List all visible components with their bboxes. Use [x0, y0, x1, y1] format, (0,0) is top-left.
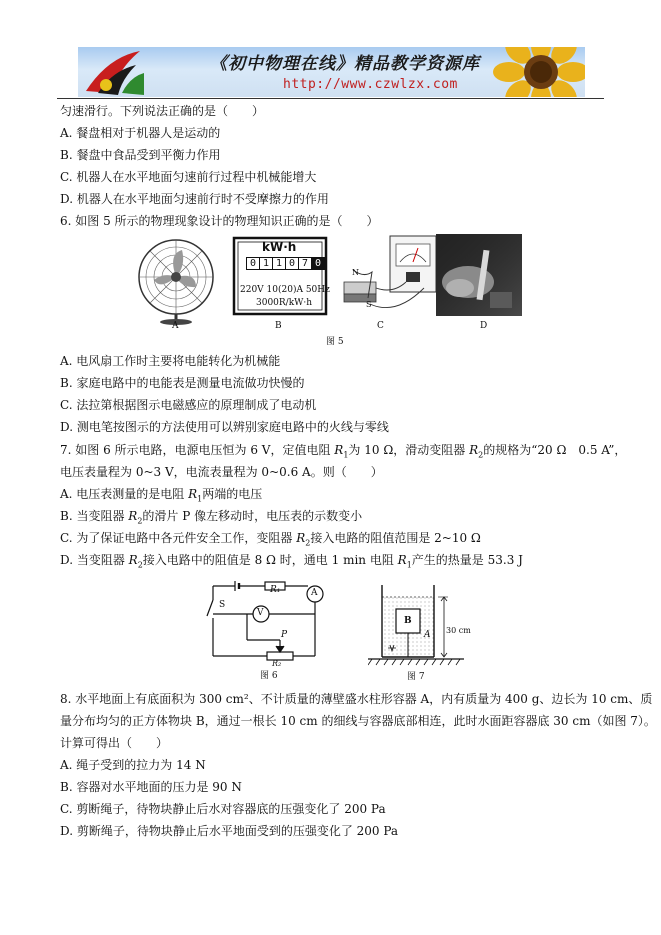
meter-constant: 3000R/kW·h [256, 298, 313, 308]
fig7-container-label: A [424, 630, 431, 640]
logo-icon [78, 47, 148, 97]
q8-stem-line2: 量分布均匀的正方体物块 B，通过一根长 10 cm 的细线与容器底部相连，此时水面距容器底 30 cm（如图 7）。 [60, 714, 656, 728]
meter-digit: 0 [312, 258, 324, 269]
fig6-voltmeter-label: V [257, 608, 264, 618]
fig6-caption: 图 6 [260, 671, 278, 681]
q8-stem-line1: 8. 水平地面上有底面积为 300 cm²、不计质量的薄壁盛水柱形容器 A，内有质量为 400 g、边长为 10 cm、质 [60, 692, 653, 706]
q7-stem-line2: 电压表量程为 0~3 V，电流表量程为 0~0.6 A。则（ ） [60, 465, 383, 479]
fan-image [139, 240, 213, 325]
q8-option-d: D. 剪断绳子，待物块静止后水平地面受到的压强变化了 200 Pa [60, 824, 399, 838]
q6-option-b: B. 家庭电路中的电能表是测量电流做功快慢的 [60, 376, 305, 390]
meter-digit: 0 [247, 258, 260, 269]
q7-option-c: C. 为了保证电路中各元件安全工作，变阻器 $R_2$接入电路的阻值范围是 2~10 Ω [60, 531, 481, 548]
q7-option-d: D. 当变阻器 $R_2$接入电路中的阻值是 8 Ω 时，通电 1 min 电阻 $R_1$产生的热量是 53.3 J [60, 553, 523, 570]
fig6-switch-label: S [219, 600, 226, 610]
meter-digit: 1 [273, 258, 286, 269]
q5-option-b: B. 餐盘中食品受到平衡力作用 [60, 148, 221, 162]
q8-option-a: A. 绳子受到的拉力为 14 N [60, 758, 206, 772]
meter-unit: kW·h [262, 240, 297, 254]
q6-option-d: D. 测电笔按图示的方法使用可以辨别家庭电路中的火线与零线 [60, 420, 389, 434]
q7-option-b: B. 当变阻器 $R_2$的滑片 P 像左移动时，电压表的示数变小 [60, 509, 363, 526]
q5-option-d: D. 机器人在水平地面匀速前行时不受摩擦力的作用 [60, 192, 329, 206]
q7-option-a: A. 电压表测量的是电阻 $R_1$两端的电压 [60, 487, 263, 504]
meter-digits [246, 257, 325, 270]
q5-option-c: C. 机器人在水平地面匀速前行过程中机械能增大 [60, 170, 317, 184]
q5-option-a: A. 餐盘相对于机器人是运动的 [60, 126, 221, 140]
q8-option-b: B. 容器对水平地面的压力是 90 N [60, 780, 242, 794]
header-rule [57, 98, 604, 99]
fig6-slider-label: P [281, 630, 288, 640]
q6-option-c: C. 法拉第根据图示电磁感应的原理制成了电动机 [60, 398, 317, 412]
q6-stem: 6. 如图 5 所示的物理现象设计的物理知识正确的是（ ） [60, 214, 379, 228]
magnet-s-label: S [366, 300, 372, 309]
fig6-ammeter-label: A [311, 588, 318, 598]
magnet-n-label: N [352, 268, 359, 277]
test-pen-image [436, 234, 522, 316]
fig7-block-label: B [404, 616, 412, 626]
q8-stem-line3: 计算可得出（ ） [60, 736, 169, 750]
fig5-label-c: C [377, 321, 384, 331]
fig5-label-d: D [480, 321, 488, 331]
fig5-caption: 图 5 [326, 337, 344, 347]
q6-option-a: A. 电风扇工作时主要将电能转化为机械能 [60, 354, 281, 368]
fig7-caption: 图 7 [407, 672, 425, 682]
fig7-height-label: 30 cm [446, 626, 471, 635]
sunflower-icon [481, 47, 585, 97]
fig5-label-b: B [275, 321, 282, 331]
meter-rating: 220V 10(20)A 50Hz [240, 285, 330, 295]
meter-digit: 1 [260, 258, 273, 269]
q7-stem-line1: 7. 如图 6 所示电路，电源电压恒为 6 V，定值电阻 $R_1$为 10 Ω，滑动变阻器 $R_2$的规格为“20 Ω 0.5 A”， [60, 443, 627, 460]
header-banner [78, 47, 585, 97]
meter-digit: 0 [286, 258, 299, 269]
fig6-r2-label: R₂ [272, 659, 282, 668]
header-title: 《初中物理在线》精品教学资源库 [210, 54, 480, 74]
header-url: http://www.czwlzx.com [283, 77, 458, 92]
figure-5 [138, 232, 528, 347]
q8-option-c: C. 剪断绳子，待物块静止后水对容器底的压强变化了 200 Pa [60, 802, 386, 816]
q5-stem-tail: 匀速滑行。下列说法正确的是（ ） [60, 104, 265, 118]
fig6-r1-label: R₁ [270, 585, 281, 595]
meter-digit: 7 [299, 258, 312, 269]
fig5-label-a: A [172, 321, 179, 331]
